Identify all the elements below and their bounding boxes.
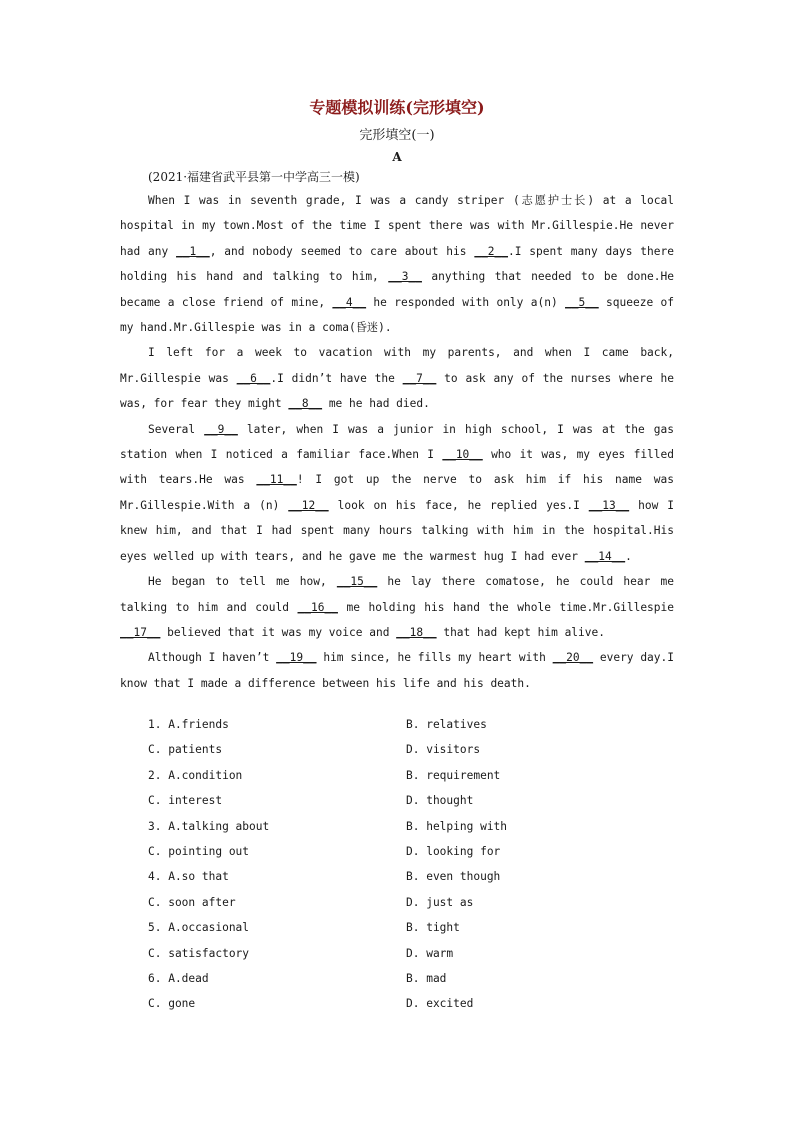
passage-text: how I knew him, and that I had spent many hours talking with him in the hospital.His eyes welled up with tears, and he gave me the warmest hug I had ever (120, 498, 674, 563)
passage-text: that had kept him alive. (436, 625, 605, 639)
option-right: B. relatives (406, 718, 487, 731)
passage-paragraph (120, 340, 674, 416)
cloze-blank: __7__ (402, 371, 437, 385)
option-right: B. requirement (406, 768, 501, 782)
option-right: D. just as (406, 895, 474, 909)
passage-paragraph (120, 569, 674, 645)
passage-text: , and nobody seemed to care about his (209, 244, 475, 258)
option-left: C. pointing out (148, 844, 250, 858)
passage-text: look on his face, he replied yes.I (328, 498, 589, 512)
passage-text: Several (148, 422, 205, 436)
option-row (148, 712, 688, 737)
option-row (148, 864, 688, 889)
passage-text: squeeze of my hand.Mr.Gillespie was in a coma(昏迷). (120, 295, 675, 335)
cloze-blank: __8__ (288, 397, 323, 411)
cloze-blank: __11__ (256, 473, 297, 487)
option-right: B. mad (406, 971, 447, 985)
option-left: 5. A.occasional (148, 921, 250, 935)
passage-paragraph (120, 645, 674, 696)
option-left: C. gone (148, 997, 196, 1011)
option-row (148, 915, 688, 940)
cloze-passage (120, 188, 674, 696)
passage-text: me he had died. (322, 397, 430, 411)
option-row (148, 763, 688, 788)
cloze-blank: __18__ (396, 625, 437, 639)
cloze-blank: __9__ (204, 422, 238, 436)
option-row (148, 991, 688, 1016)
passage-text: Although I haven’t (148, 651, 277, 665)
cloze-blank: __10__ (442, 448, 483, 462)
page-subtitle: 完形填空(一) (359, 128, 435, 143)
option-row (148, 890, 688, 915)
passage-text: .I spent many days there holding his hand and talking to him, (120, 244, 674, 284)
option-left: 4. A.so that (148, 870, 229, 884)
cloze-blank: __19__ (276, 651, 317, 665)
cloze-blank: __12__ (288, 498, 329, 512)
option-left: 3. A.talking about (148, 819, 270, 833)
option-right: D. warm (406, 946, 454, 960)
option-right: B. tight (406, 921, 460, 935)
answer-options (148, 712, 688, 1017)
cloze-blank: __20__ (552, 651, 594, 665)
page-title: 专题模拟训练(完形填空) (309, 98, 485, 117)
option-right: D. visitors (406, 743, 481, 757)
cloze-blank: __1__ (176, 244, 210, 258)
cloze-blank: __17__ (120, 625, 161, 639)
passage-text: He began to tell me how, (148, 575, 337, 589)
passage-text: ! I got up the nerve to ask him if his name was Mr.Gillespie.With a (n) (120, 473, 674, 512)
option-right: B. helping with (406, 819, 508, 833)
cloze-blank: __3__ (388, 270, 422, 284)
option-left: 2. A.condition (148, 768, 243, 782)
cloze-blank: __5__ (565, 295, 599, 309)
passage-text: who it was, my eyes filled with tears.He was (120, 448, 674, 487)
option-row (148, 788, 688, 813)
cloze-blank: __14__ (584, 549, 626, 563)
option-left: C. soon after (148, 895, 236, 909)
option-left: C. interest (148, 794, 223, 808)
cloze-blank: __4__ (332, 295, 367, 309)
option-row (148, 737, 688, 762)
passage-text: he responded with only a(n) (366, 295, 566, 309)
option-row (148, 966, 688, 991)
cloze-blank: __16__ (297, 600, 338, 614)
passage-text: anything that needed to be done.He became a close friend of mine, (120, 270, 674, 309)
cloze-blank: __6__ (236, 371, 271, 385)
passage-text: .I didn’t have the (270, 371, 403, 385)
cloze-blank: __15__ (336, 575, 378, 589)
passage-text: he lay there comatose, he could hear me talking to him and could (120, 575, 674, 614)
passage-paragraph (120, 188, 674, 340)
passage-text: every day.I know that I made a difference between his life and his death. (120, 651, 674, 690)
cloze-blank: __2__ (474, 244, 509, 258)
passage-text: I left for a week to vacation with my parents, and when I came back, Mr.Gillespie was (120, 346, 674, 385)
option-right: D. looking for (406, 844, 501, 858)
option-left: 6. A.dead (148, 971, 209, 985)
passage-text: him since, he fills my heart with (316, 651, 553, 665)
option-row (148, 839, 688, 864)
option-left: 1. A.friends (148, 718, 229, 731)
option-row (148, 814, 688, 839)
option-right: D. excited (406, 997, 474, 1011)
option-right: B. even though (406, 870, 501, 884)
option-row (148, 941, 688, 966)
option-left: C. satisfactory (148, 946, 250, 960)
option-right: D. thought (406, 794, 474, 808)
passage-text: believed that it was my voice and (160, 625, 397, 639)
document-page (120, 96, 674, 696)
cloze-blank: __13__ (588, 498, 630, 512)
passage-text: When I was in seventh grade, I was a candy striper (志愿护士长) at a local hospital in my town.Most of the time I spent there was with Mr.Gillespie.He never had any (120, 194, 674, 258)
passage-text: later, when I was a junior in high school, I was at the gas station when I noticed a familiar face.When I (120, 422, 674, 462)
passage-text: me holding his hand the whole time.Mr.Gillespie (337, 600, 674, 614)
passage-text: . (625, 549, 632, 563)
passage-paragraph (120, 417, 674, 569)
option-left: C. patients (148, 743, 223, 757)
section-label: A (392, 150, 402, 164)
source-line: (2021·福建省武平县第一中学高三一模) (148, 170, 360, 184)
passage-text: to ask any of the nurses where he was, for fear they might (120, 371, 674, 411)
